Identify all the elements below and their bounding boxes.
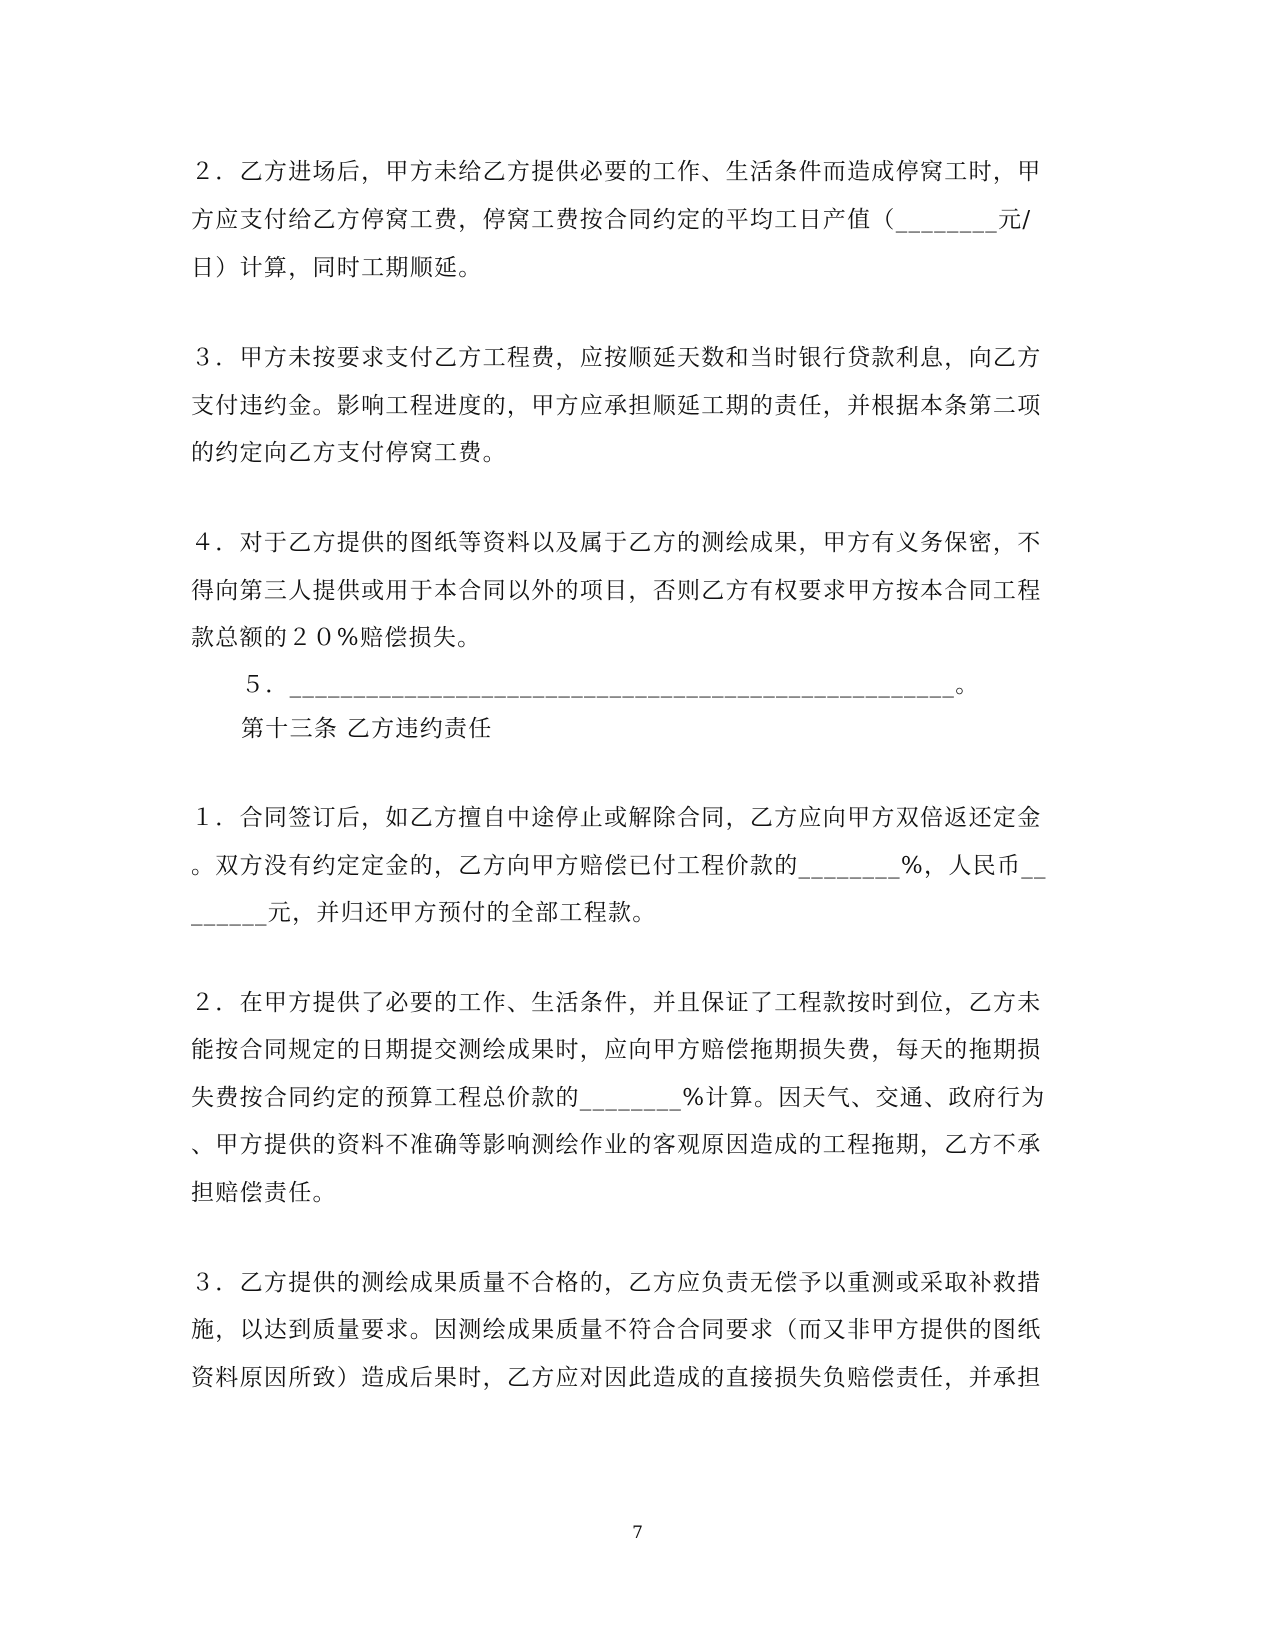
text-line: 施，以达到质量要求。因测绘成果质量不符合合同要求（而又非甲方提供的图纸: [191, 1317, 1042, 1343]
text-line: 款总额的２０%赔偿损失。: [191, 625, 482, 651]
text-line: 。双方没有约定定金的，乙方向甲方赔偿已付工程价款的________%，人民币__: [191, 853, 1047, 879]
text-line: 的约定向乙方支付停窝工费。: [191, 440, 507, 466]
text-line: 资料原因所致）造成后果时，乙方应对因此造成的直接损失负赔偿责任，并承担: [191, 1365, 1042, 1391]
text-line: １．合同签订后，如乙方擅自中途停止或解除合同，乙方应向甲方双倍返还定金: [191, 805, 1042, 831]
text-line: ４．对于乙方提供的图纸等资料以及属于乙方的测绘成果，甲方有义务保密，不: [191, 530, 1042, 556]
text-line: 方应支付给乙方停窝工费，停窝工费按合同约定的平均工日产值（________元/: [191, 207, 1032, 233]
text-line: ______元，并归还甲方预付的全部工程款。: [191, 900, 657, 926]
text-line: ２．在甲方提供了必要的工作、生活条件，并且保证了工程款按时到位，乙方未: [191, 990, 1042, 1016]
text-line: 支付违约金。影响工程进度的，甲方应承担顺延工期的责任，并根据本条第二项: [191, 393, 1042, 419]
text-line: 日）计算，同时工期顺延。: [191, 255, 483, 281]
text-line: 能按合同规定的日期提交测绘成果时，应向甲方赔偿拖期损失费，每天的拖期损: [191, 1037, 1042, 1063]
text-line: ２．乙方进场后，甲方未给乙方提供必要的工作、生活条件而造成停窝工时，甲: [191, 159, 1042, 185]
text-line: ５．____________________________________________________。: [241, 672, 980, 698]
section-heading: 第十三条 乙方违约责任: [241, 716, 493, 742]
page-number: 7: [632, 1523, 643, 1543]
text-line: 担赔偿责任。: [191, 1180, 337, 1206]
text-line: 、甲方提供的资料不准确等影响测绘作业的客观原因造成的工程拖期，乙方不承: [191, 1132, 1042, 1158]
text-line: ３．乙方提供的测绘成果质量不合格的，乙方应负责无偿予以重测或采取补救措: [191, 1270, 1042, 1296]
text-line: ３．甲方未按要求支付乙方工程费，应按顺延天数和当时银行贷款利息，向乙方: [191, 345, 1042, 371]
text-line: 失费按合同约定的预算工程总价款的________%计算。因天气、交通、政府行为: [191, 1085, 1046, 1111]
text-line: 得向第三人提供或用于本合同以外的项目，否则乙方有权要求甲方按本合同工程: [191, 578, 1042, 604]
